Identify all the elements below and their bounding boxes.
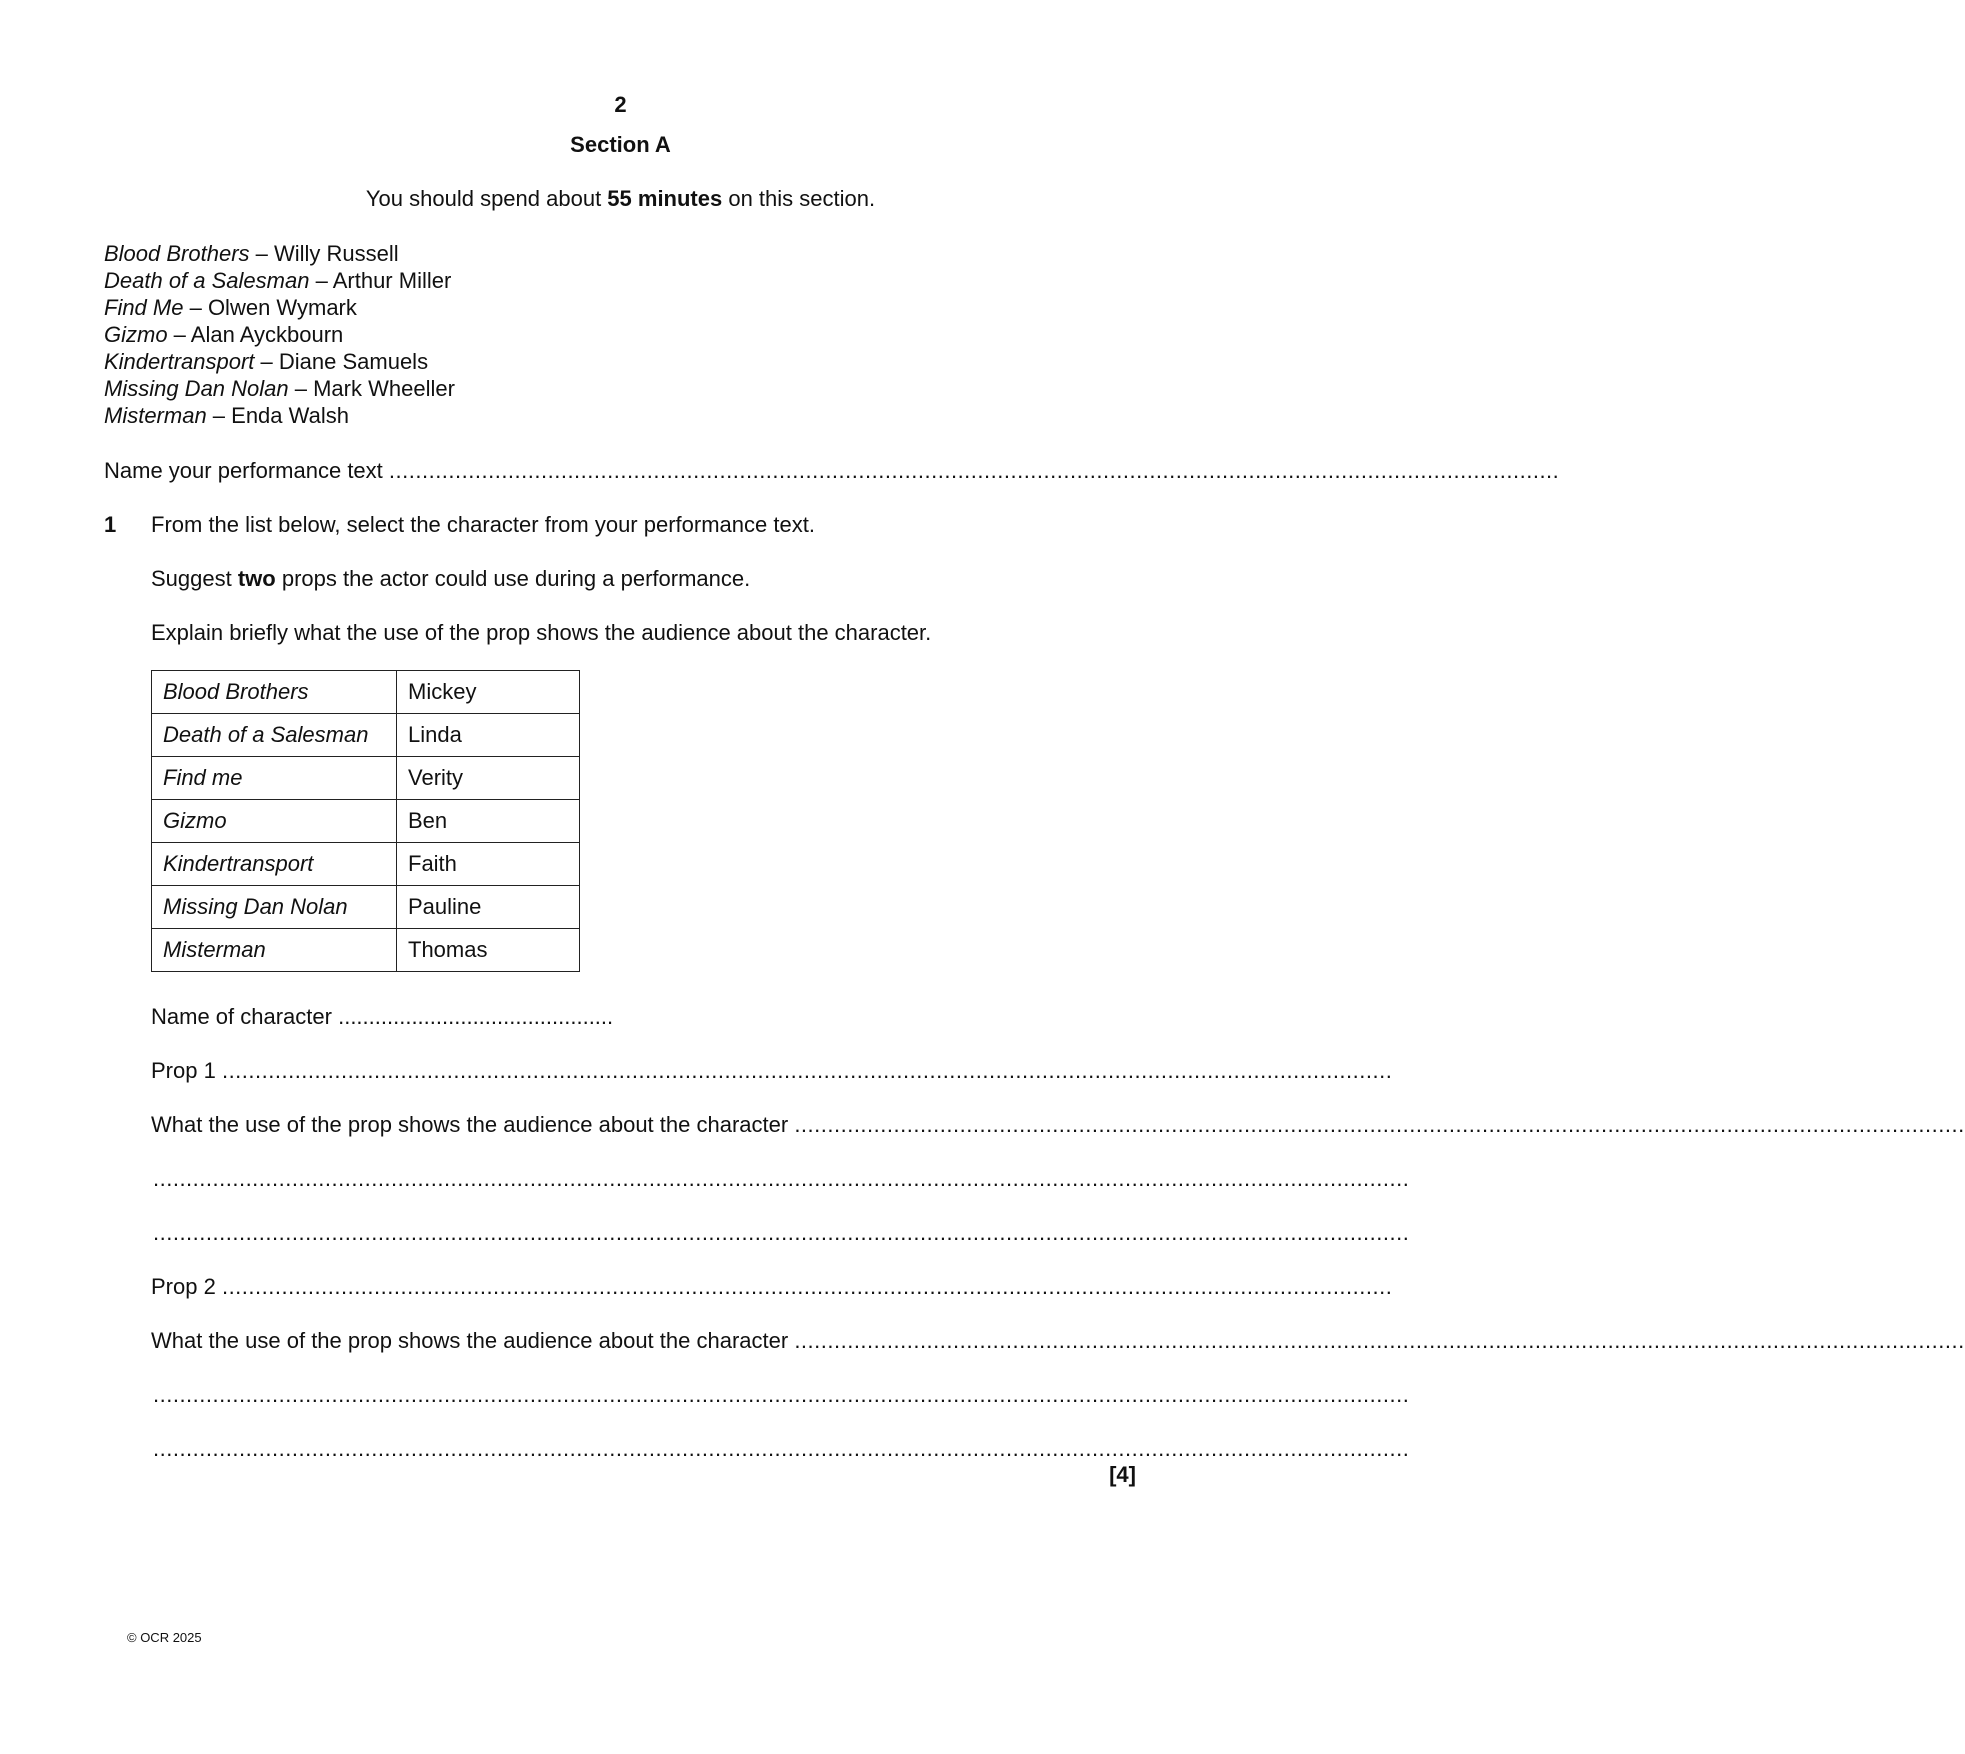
table-row bbox=[152, 757, 580, 800]
text-list-item: Blood Brothers – Willy Russell bbox=[104, 241, 399, 266]
instruction-time: 55 minutes bbox=[607, 186, 723, 211]
answer-dots: .............................................................................................................................................................................................. bbox=[153, 1382, 1410, 1407]
instruction-text: You should spend about bbox=[365, 186, 608, 211]
performance-text-list bbox=[104, 240, 455, 429]
page-number: 2 bbox=[614, 92, 627, 117]
time-instruction bbox=[0, 186, 1241, 212]
table-row bbox=[152, 714, 580, 757]
text-list-item: Misterman – Enda Walsh bbox=[104, 403, 349, 428]
answer-dots: ................................................................................................................................................................................. bbox=[388, 458, 1560, 483]
question-line-3: Explain briefly what the use of the prop shows the audience about the character. bbox=[151, 620, 932, 645]
prop2-answer-line[interactable] bbox=[151, 1274, 1393, 1300]
table-cell-character: Linda bbox=[397, 714, 580, 757]
answer-dots: ................................................................................................................................................................................. bbox=[794, 1112, 1965, 1137]
prop2-label: Prop 2 bbox=[151, 1274, 216, 1299]
answer-dots: ............................................. bbox=[338, 1004, 614, 1029]
table-cell-text: Find me bbox=[152, 757, 397, 800]
text-list-item: Missing Dan Nolan – Mark Wheeller bbox=[104, 376, 455, 401]
table-row bbox=[152, 929, 580, 972]
answer-dots: .............................................................................................................................................................................................. bbox=[153, 1220, 1410, 1245]
instruction-text-end: on this section. bbox=[722, 186, 876, 211]
answer-line[interactable] bbox=[153, 1220, 1410, 1246]
question-line-1: From the list below, select the character from your performance text. bbox=[151, 512, 815, 537]
table-cell-character: Ben bbox=[397, 800, 580, 843]
answer-dots: ................................................................................................................................................................................. bbox=[221, 1274, 1393, 1299]
answer-line[interactable] bbox=[153, 1382, 1410, 1408]
table-cell-text: Kindertransport bbox=[152, 843, 397, 886]
marks-indicator: [4] bbox=[1109, 1462, 1136, 1487]
table-cell-character: Faith bbox=[397, 843, 580, 886]
table-cell-character: Pauline bbox=[397, 886, 580, 929]
text-list-item: Death of a Salesman – Arthur Miller bbox=[104, 268, 452, 293]
table-cell-character: Mickey bbox=[397, 671, 580, 714]
question-number: 1 bbox=[104, 512, 117, 537]
table-row bbox=[152, 800, 580, 843]
character-table bbox=[151, 670, 580, 972]
answer-dots: .............................................................................................................................................................................................. bbox=[153, 1436, 1410, 1461]
performance-text-answer-line[interactable] bbox=[104, 458, 1560, 484]
table-row bbox=[152, 843, 580, 886]
text-list-item: Find Me – Olwen Wymark bbox=[104, 295, 357, 320]
table-cell-text: Gizmo bbox=[152, 800, 397, 843]
prop2-explanation-line[interactable] bbox=[151, 1328, 1965, 1354]
table-cell-text: Blood Brothers bbox=[152, 671, 397, 714]
performance-text-label: Name your performance text bbox=[104, 458, 383, 483]
table-row bbox=[152, 886, 580, 929]
table-cell-text: Misterman bbox=[152, 929, 397, 972]
character-answer-line[interactable] bbox=[151, 1004, 613, 1030]
answer-line[interactable] bbox=[153, 1166, 1410, 1192]
answer-line[interactable] bbox=[153, 1436, 1410, 1462]
table-row bbox=[152, 671, 580, 714]
text-list-item: Gizmo – Alan Ayckbourn bbox=[104, 322, 344, 347]
table-cell-character: Thomas bbox=[397, 929, 580, 972]
table-cell-character: Verity bbox=[397, 757, 580, 800]
table-cell-text: Missing Dan Nolan bbox=[152, 886, 397, 929]
copyright-footer: © OCR 2025 bbox=[127, 1630, 202, 1645]
table-cell-text: Death of a Salesman bbox=[152, 714, 397, 757]
question-line-2: Suggest two props the actor could use during a performance. bbox=[151, 566, 751, 591]
text-list-item: Kindertransport – Diane Samuels bbox=[104, 349, 429, 374]
answer-dots: .............................................................................................................................................................................................. bbox=[153, 1166, 1410, 1191]
prop1-answer-line[interactable] bbox=[151, 1058, 1393, 1084]
answer-dots: ................................................................................................................................................................................. bbox=[794, 1328, 1965, 1353]
prop1-explanation-line[interactable] bbox=[151, 1112, 1965, 1138]
explanation-label: What the use of the prop shows the audience about the character bbox=[151, 1328, 789, 1353]
section-title: Section A bbox=[570, 132, 671, 157]
character-label: Name of character bbox=[151, 1004, 332, 1029]
prop1-label: Prop 1 bbox=[151, 1058, 216, 1083]
answer-dots: ................................................................................................................................................................................. bbox=[221, 1058, 1393, 1083]
explanation-label: What the use of the prop shows the audience about the character bbox=[151, 1112, 789, 1137]
